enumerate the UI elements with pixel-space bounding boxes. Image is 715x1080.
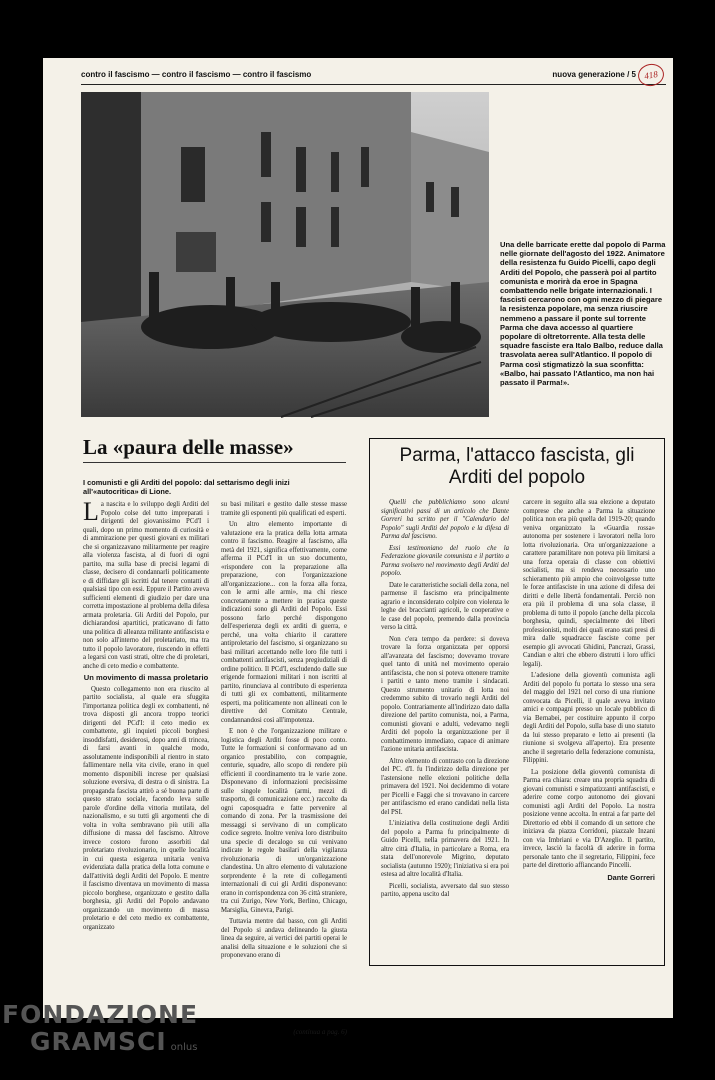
sidebar-article-box — [369, 438, 665, 966]
photo-caption-text: Una delle barricate erette dal popolo di Parma nelle giornate dell'agosto del 1922. Animatore della resistenza fu Guido Picelli, capo degli Arditi del Popolo, che passerà poi al partito comunista e morirà da eroe in Spagna combattendo nelle brigate internazionali. I fascisti cercarono con ogni mezzo di piegare la resistenza popolare, ma senza riuscire nemmeno a passare il ponte sul torrente Parma che dava accesso al quartiere popolare di oltretorrente. Alla testa delle squadre fasciste era Italo Balbo, reduce dalla trasvolata aerea sull'Atlantico. Il popolo di Parma così stigmatizzò la sua sconfitta: «Balbo, hai passato l'Atlantico, ma non hai passato il Parma!». — [500, 240, 666, 388]
watermark-line-1: FONDAZIONE — [2, 1000, 199, 1029]
article-subtitle: I comunisti e gli Arditi del popolo: dal settarismo degli inizi all'«autocritica» di Lione. — [83, 478, 290, 496]
drop-cap: L — [83, 497, 99, 526]
archive-stamp: 418 — [636, 62, 665, 88]
watermark-onlus: onlus — [170, 1042, 198, 1053]
running-title: contro il fascismo — contro il fascismo — contro il fascismo — [81, 70, 312, 79]
watermark-line-2 — [30, 1027, 198, 1056]
paragraph: Picelli, socialista, avversato dal suo stesso partito, appena uscito dal — [381, 882, 509, 898]
intro-paragraph: Quelli che pubblichiamo sono alcuni significativi passi di un articolo che Dante Gorreri ha scritto per il "Calendario del Popolo" sugli Arditi del popolo e la difesa di Parma dal fascismo. — [381, 499, 509, 540]
watermark-gramsci: GRAMSCI — [30, 1027, 167, 1056]
paragraph: Un altro elemento importante di valutazione era la pratica della lotta armata contro il fascismo. Reagire al fascismo, alla metà del 1921, significa effettivamente, come afferma il PCd'I in un suo documento, «rispondere con la preparazione alla preparazione, con l'organizzazione all'organizzazione... con la forza alla forza, con le armi alle armi», ma chi riesce concretamente a mettere in pratica queste indicazioni sono gli Arditi del Popolo. Essi possono farlo perché dispongono dell'esperienza degli ex arditi di guerra, e perché, una volta chiarito il carattere antiproletario del fascismo, si organizzano su basi militari accettando nelle loro file tutti i combattenti antifascisti, senza pregiudiziali di ordine politico. Il PCd'I, escludendo dalle sue erigende formazioni militari i non iscritti al partito, rinunciava al contributo di esperienza di tutti gli ex combattenti, militarmente esperti, ma politicamente non allineati con le direttive del Comitato Centrale, condannandosi così all'impotenza. — [221, 521, 347, 724]
photo-caption — [500, 240, 666, 387]
paragraph: Tuttavia mentre dal basso, con gli Arditi del Popolo si andava delineando la giusta linea da seguire, ai vertici dei partiti operai le analisi della situazione e le soluzioni che si proponevano erano di — [221, 918, 347, 959]
paragraph: Questo collegamento non era riuscito al partito socialista, al quale era sfuggita l'importanza politica degli ex combattenti, né trova disposti gli ancora troppo teorici dirigenti del PCd'I: il ceto medio ex combattente, gli inquieti piccoli borghesi insoddisfatti, desiderosi, dopo anni di trincea, di farsi avanti in qualche modo, assolutamente indisponibili al rientro in stato fallimentare nella vita civile, erano in quel momento disponibili increse per qualsiasi soluzione eversiva, di destra o di sinistra. La propaganda fascista attirò a sé buona parte di questo strato sociale, facendo leva sulle parole d'ordine della vittoria mutilata, del nazionalismo, e su tutti gli argomenti che di volta in volta sembravano più utili alla diffusione di massa del fascismo. Altrove invece costoro furono assorbiti dal proletariato rivoluzionario, in quelle località in cui questa esigenza unitaria veniva evidenziata dalla pratica della lotta comune e dall'attività degli Arditi del Popolo. E mentre il fascismo diventava un movimento di massa piccolo borghese, organizzato e gestito dalla borghesia, gli Arditi del Popolo andavano organizzando un movimento di massa proletario e del ceto medio ex combattente, organizzato — [83, 685, 209, 931]
paragraph: su basi militari e gestito dalle stesse masse tramite gli esponenti più qualificati ed esperti. — [221, 501, 347, 517]
paragraph: Altro elemento di contrasto con la direzione del PC. d'I. fu l'indirizzo della direzione per l'astensione nelle elezioni politiche della primavera del 1921. Noi decidemmo di votare per Picelli e Faggi che si trovavano in carcere per antifascismo ed erano candidati nella lista del PSI. — [381, 757, 509, 816]
section-subhead: Un movimento di massa proletario — [83, 673, 209, 682]
paragraph: L'adesione della gioventù comunista agli Arditi del popolo fu portata lo stesso una sera del maggio del 1921 nel corso di una riunione convocata da Picelli, il quale aveva invitato amici e compagni presso un locale pubblico di via Bernabei, per costituire appunto il corpo degli Arditi del Popolo, sulla base di uno statuto da lui stesso preparato e letto ai presenti (la riunione si svolgeva all'aperto). Era presente anche il segretario della federazione comunista, Filippini. — [523, 672, 655, 764]
box-column-1 — [381, 499, 509, 959]
page-header — [81, 68, 666, 85]
foundation-watermark — [2, 1000, 198, 1056]
paragraph: La posizione della gioventù comunista di Parma era chiara: creare una propria squadra di giovani comunisti e simpatizzanti antifascisti, e aderire come corpo autonomo dei giovani comunisti agli Arditi del Popolo. La nostra posizione venne accolta. In entrai a far parte del Direttorio ed ebbi il comando di un settore che iniziava da piazza Corridoni, piazzale Inzani con via Imbriani e via D'Azeglio. Il partito, invece, lasciò la facoltà di aderire in forma personale tanto che il segretario, Filippini, fece parte del direttorio affiancando Pincelli. — [523, 768, 655, 869]
paragraph: E non è che l'organizzazione militare e logistica degli Arditi fosse di poco conto. Tutte le formazioni si conformavano ad un organico prestabilito, con compagnie, centurie, squadre, allo scopo di rendere più efficienti il coordinamento tra le varie zone. Disponevano di informazioni precisissime sulle singole località (armi, mezzi di trasporto, di comunicazione ecc.) raccolte da ogni caposquadra e fatte pervenire al comando di zona. Per la trasmissione dei messaggi si servivano di un complicato codice segreto. Inoltre veniva loro distribuito una specie di decalogo su cui venivano indicate le regole basilari della vigilanza rivoluzionaria di un'organizzazione clandestina. Un altro elemento di valutazione sorprendente è la rete di collegamenti internazionali di cui gli Arditi disponevano: erano in corrispondenza con 36 città straniere, tra cui Zurigo, New York, Berlino, Chicago, Marsiglia, Ginevra, Parigi. — [221, 728, 347, 914]
paragraph-text: a nascita e lo sviluppo degli Arditi del Popolo colse del tutto impreparati i dirigenti del giovanissimo PCd'I i quali, dopo un primo momento di curiosità e di ammirazione per questi giovani ex militari che si organizzavano militarmente per reagire alla violenza fascista, al di fuori di ogni partito, ma sulla base di precisi legami di classe, decisero di condannarli politicamente e di diffidare gli iscritti dal tenere contatti di qualsiasi tipo con essi. Eppure il Partito aveva sufficienti elementi di giudizio per dare una corretta impostazione al problema della difesa armata proletaria. Gli Arditi del Popolo, pur dichiarandosi apartitici, praticavano di fatto una politica di alleanza militante antifascista e non solo all'interno del proletariato, ma tra tutto il popolo lavoratore, riuscendo in effetti a legarsi con vasti strati, oltre che di proletari, anche di ceto medio e combattente. — [83, 501, 209, 670]
page-number: nuova generazione / 5 — [552, 70, 636, 79]
paragraph: carcere in seguito alla sua elezione a deputato comprese che anche a Parma la situazione politica non era più quella del 1919-20; quando veniva organizzato la «Guardia rossa» autonoma per sostenere i lavoratori nella loro lotta rivoluzionaria. Ora un'organizzazione a carattere paramilitare non poteva più limitarsi a una forza operaia di classe con obiettivi socialisti, ma si rendeva necessario uno schieramento più ampio che coinvolgesse tutte le forze antifasciste in una azione di difesa dei diritti e delle libertà fondamentali. Perciò non era più il problema di una sola classe, il problema di tutto il popolo (anche della piccola borghesia, quindi, specialmente dei liberi professionisti, molti dei quali erano stati presi di mira dalle squadracce fasciste come per esempio gli avvocati Ghidini, Pancrazi, Grassi, Candian e altri che ebbero distrutti i loro uffici legali). — [523, 499, 655, 668]
paragraph: Non c'era tempo da perdere: si doveva trovare la forza organizzata per opporsi all'avanzata del fascismo; dovevamo trovare quel tanto di unità nel movimento operaio antifascista, che non si poteva ottenere tramite i partiti e tanto meno tramite i sindacati. Questo strumento unitario di lotta noi credemmo subito di trovarlo negli Arditi del popolo. Contrariamente all'indirizzo dato dalla direzione del partito comunista, noi, a Parma, comunisti giovani e adulti, vedevamo negli Arditi del popolo la organizzazione per il combattimento immediato, capace di animare l'azione unitaria antifascista. — [381, 635, 509, 753]
paragraph — [83, 497, 209, 671]
author-signature: Dante Gorreri — [607, 872, 655, 882]
barricade-photo — [81, 92, 489, 417]
continued-note: (continua a pag. 6) — [293, 1028, 347, 1036]
box-title: Parma, l'attacco fascista, gli Arditi del popolo — [399, 445, 635, 488]
paragraph: Date le caratteristiche sociali della zona, nel parmense il fascismo era principalmente agrario e inconsiderato colpire con violenza le leghe dei braccianti agricoli, le cooperative e le case del popolo, premendo dalla provincia verso la città. — [381, 581, 509, 631]
box-column-2 — [523, 499, 655, 959]
intro-paragraph: Essi testimoniano del ruolo che la Federazione giovanile comunista e il partito a Parma svolsero nel movimento degli Arditi del popolo. — [381, 544, 509, 577]
article-column-1 — [83, 497, 209, 981]
article-title: La «paura delle masse» — [83, 435, 346, 463]
article-column-2 — [221, 501, 347, 1036]
paragraph: L'iniziativa della costituzione degli Arditi del popolo a Parma fu principalmente di Guido Picelli, nella primavera del 1921. In altre città d'Italia, in particolare a Roma, era stata dell'onorevole Migrino, deputato socialista (autunno 1920); l'iniziativa si era poi estesa ad altre località d'Italia. — [381, 820, 509, 878]
